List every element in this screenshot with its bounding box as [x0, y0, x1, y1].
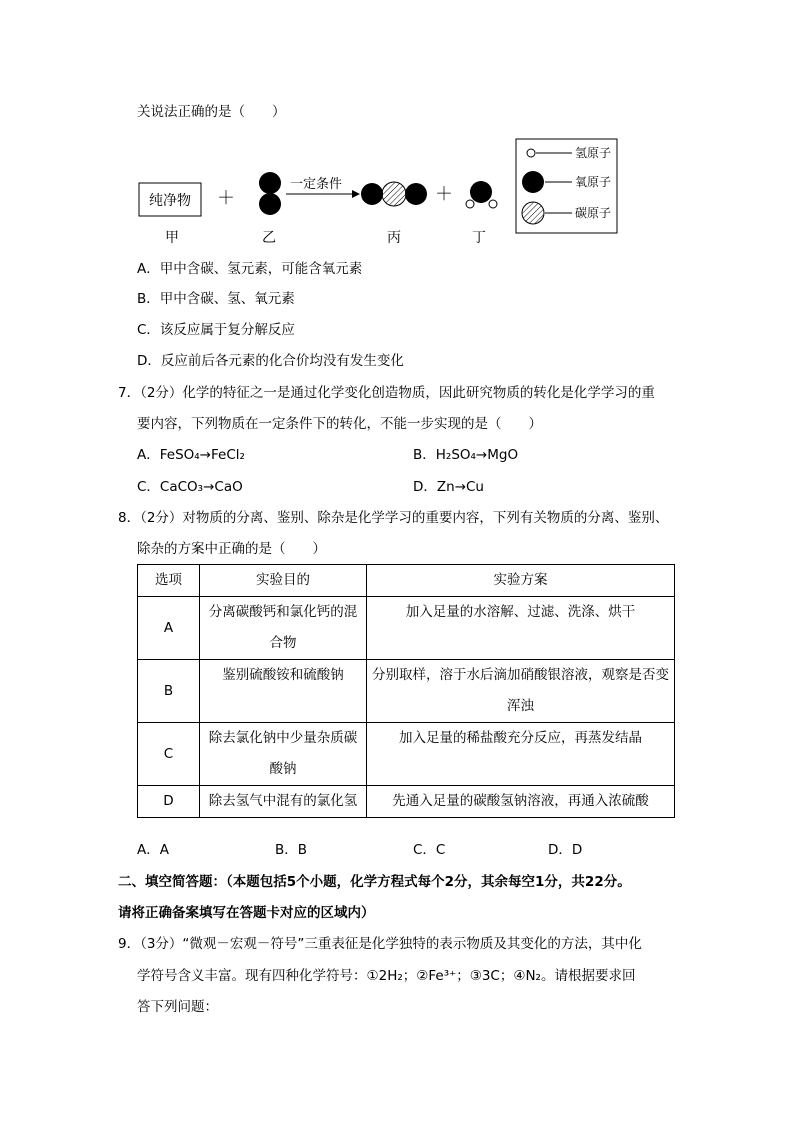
q8-option-c: C．C	[413, 842, 446, 858]
q6-stem-tail: 关说法正确的是（ ）	[137, 104, 286, 120]
q9-stem-line2: 学符号含义丰富。现有四种化学符号：①2H₂；②Fe³⁺；③3C；④N₂。请根据要求回	[137, 968, 636, 984]
q6-option-d: D．反应前后各元素的化合价均没有发生变化	[137, 353, 404, 369]
q7-option-c: C．CaCO₃→CaO	[137, 479, 243, 495]
q9-stem-line3: 答下列问题：	[137, 999, 218, 1015]
q8-option-a: A．A	[137, 842, 169, 858]
q8-stem-line1: 8．（2分）对物质的分离、鉴别、除杂是化学学习的重要内容，下列有关物质的分离、鉴别、	[118, 510, 669, 526]
header-option: 选项	[138, 565, 200, 597]
label-ding: 丁	[472, 230, 486, 246]
q6-option-b: B．甲中含碳、氢、氧元素	[137, 291, 295, 307]
row-option: D	[138, 786, 200, 818]
row-option: A	[138, 597, 200, 660]
q7-option-b: B．H₂SO₄→MgO	[413, 447, 519, 463]
row-aim: 除去氯化钠中少量杂质碳 酸钠	[200, 723, 367, 786]
header-aim: 实验目的	[200, 565, 367, 597]
label-bing: 丙	[387, 230, 401, 246]
carbon-atom-icon	[382, 182, 406, 206]
table-row	[138, 597, 675, 660]
pure-substance-label: 纯净物	[149, 193, 191, 209]
q8-table	[137, 564, 675, 818]
carbon-atom-icon	[522, 202, 544, 224]
row-plan: 分别取样，溶于水后滴加硝酸银溶液，观察是否变 浑浊	[367, 660, 675, 723]
header-plan: 实验方案	[367, 565, 675, 597]
q8-option-b: B．B	[275, 842, 308, 858]
q7-stem-line2: 要内容，下列物质在一定条件下的转化，不能一步实现的是（ ）	[137, 416, 542, 432]
q8-option-d: D．D	[548, 842, 583, 858]
oxygen-atom-icon	[259, 193, 281, 215]
oxygen-atom-icon	[361, 183, 383, 205]
oxygen-atom-icon	[522, 171, 544, 193]
plus-sign-1: ＋	[217, 188, 235, 209]
reaction-condition: 一定条件	[289, 177, 343, 192]
table-row	[138, 660, 675, 723]
q9-stem-line1: 9．（3分）“微观－宏观－符号”三重表征是化学独特的表示物质及其变化的方法，其中化	[118, 936, 642, 952]
arrow-head-icon	[352, 190, 360, 198]
reaction-diagram	[0, 0, 794, 260]
legend-carbon: 碳原子	[575, 206, 612, 220]
label-jia: 甲	[165, 230, 179, 246]
q7-stem-line1: 7．（2分）化学的特征之一是通过化学变化创造物质，因此研究物质的转化是化学学习的重	[118, 385, 655, 401]
row-aim: 鉴别硫酸铵和硫酸钠	[200, 660, 367, 723]
q7-option-d: D．Zn→Cu	[413, 479, 484, 495]
table-row	[138, 723, 675, 786]
oxygen-atom-icon	[259, 172, 281, 194]
plus-sign-2: ＋	[435, 184, 453, 205]
row-aim: 除去氢气中混有的氯化氢	[200, 786, 367, 818]
legend-hydrogen: 氢原子	[575, 146, 612, 160]
table-row	[138, 786, 675, 818]
row-option: C	[138, 723, 200, 786]
table-header-row	[138, 565, 675, 597]
row-plan: 先通入足量的碳酸氢钠溶液，再通入浓硫酸	[367, 786, 675, 818]
q7-option-a: A．FeSO₄→FeCl₂	[137, 447, 245, 463]
row-option: B	[138, 660, 200, 723]
q6-option-a: A．甲中含碳、氢元素，可能含氧元素	[137, 261, 363, 277]
row-aim: 分离碳酸钙和氯化钙的混 合物	[200, 597, 367, 660]
hydrogen-atom-icon	[466, 200, 474, 208]
hydrogen-atom-icon	[527, 149, 535, 157]
section2-heading-line2: 请将正确备案填写在答题卡对应的区域内）	[118, 905, 375, 921]
hydrogen-atom-icon	[489, 200, 497, 208]
q6-option-c: C．该反应属于复分解反应	[137, 322, 295, 338]
label-yi: 乙	[262, 230, 276, 246]
q8-stem-line2: 除杂的方案中正确的是（ ）	[137, 541, 326, 557]
oxygen-atom-icon	[470, 181, 492, 203]
legend-oxygen: 氧原子	[575, 175, 612, 189]
row-plan: 加入足量的稀盐酸充分反应，再蒸发结晶	[367, 723, 675, 786]
oxygen-atom-icon	[405, 183, 427, 205]
row-plan: 加入足量的水溶解、过滤、洗涤、烘干	[367, 597, 675, 660]
section2-heading-line1: 二、填空简答题：（本题包括5个小题，化学方程式每个2分，其余每空1分，共22分。	[118, 874, 631, 890]
